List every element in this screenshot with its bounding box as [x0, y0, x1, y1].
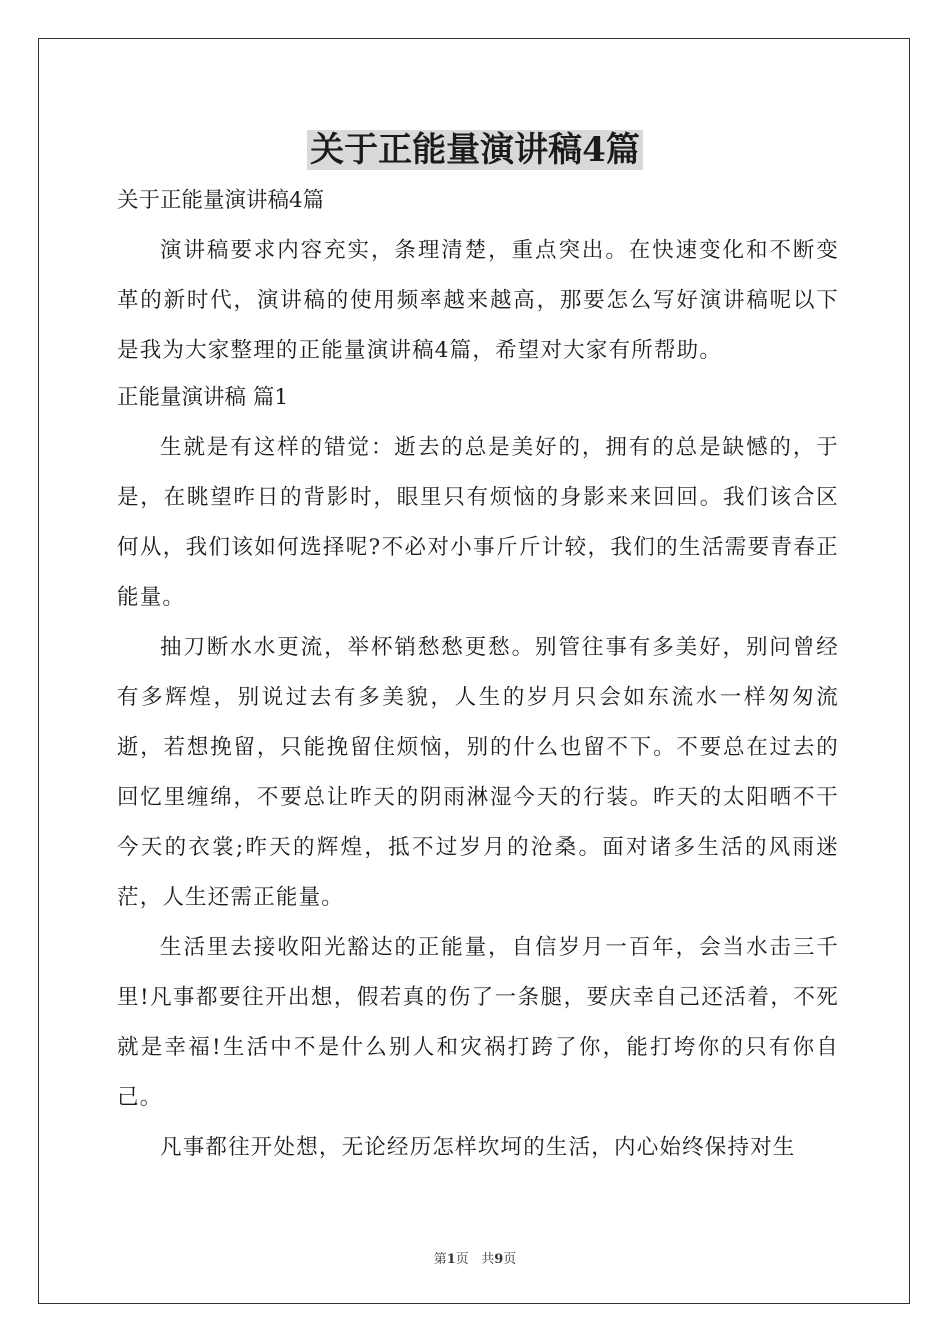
footer-suffix: 页 [503, 1252, 517, 1267]
footer-prefix: 第 [433, 1252, 447, 1267]
body-paragraph: 生活里去接收阳光豁达的正能量，自信岁月一百年，会当水击三千里!凡事都要往开出想，假若真的伤了一条腿，要庆幸自己还活着，不死就是幸福!生活中不是什么别人和灾祸打跨了你，能打垮你的只有你自己。 [117, 935, 839, 1110]
document-body [117, 178, 839, 1173]
document-title [0, 128, 950, 172]
total-pages-number: 9 [494, 1252, 504, 1267]
intro-paragraph: 演讲稿要求内容充实，条理清楚，重点突出。在快速变化和不断变革的新时代，演讲稿的使用频率越来越高，那要怎么写好演讲稿呢以下是我为大家整理的正能量演讲稿4篇，希望对大家有所帮助。 [117, 238, 839, 363]
document-subtitle: 关于正能量演讲稿4篇 [117, 188, 325, 213]
section-heading: 正能量演讲稿 篇1 [117, 385, 289, 410]
body-paragraph: 凡事都往开处想，无论经历怎样坎坷的生活，内心始终保持对生 [160, 1135, 796, 1160]
page-footer [0, 1248, 950, 1267]
body-paragraph: 抽刀断水水更流，举杯销愁愁更愁。别管往事有多美好，别问曾经有多辉煌，别说过去有多美貌，人生的岁月只会如东流水一样匆匆流逝，若想挽留，只能挽留住烦恼，别的什么也留不下。不要总在过去的回忆里缠绵，不要总让昨天的阴雨淋湿今天的行装。昨天的太阳晒不干今天的衣裳;昨天的辉煌，抵不过岁月的沧桑。面对诸多生活的风雨迷茫，人生还需正能量。 [117, 635, 839, 910]
document-title-text: 关于正能量演讲稿4篇 [307, 130, 643, 170]
footer-middle: 页 共 [455, 1252, 495, 1267]
current-page-number: 1 [446, 1252, 456, 1267]
body-paragraph: 生就是有这样的错觉：逝去的总是美好的，拥有的总是缺憾的，于是，在眺望昨日的背影时，眼里只有烦恼的身影来来回回。我们该合区何从，我们该如何选择呢?不必对小事斤斤计较，我们的生活需要青春正能量。 [117, 435, 839, 610]
